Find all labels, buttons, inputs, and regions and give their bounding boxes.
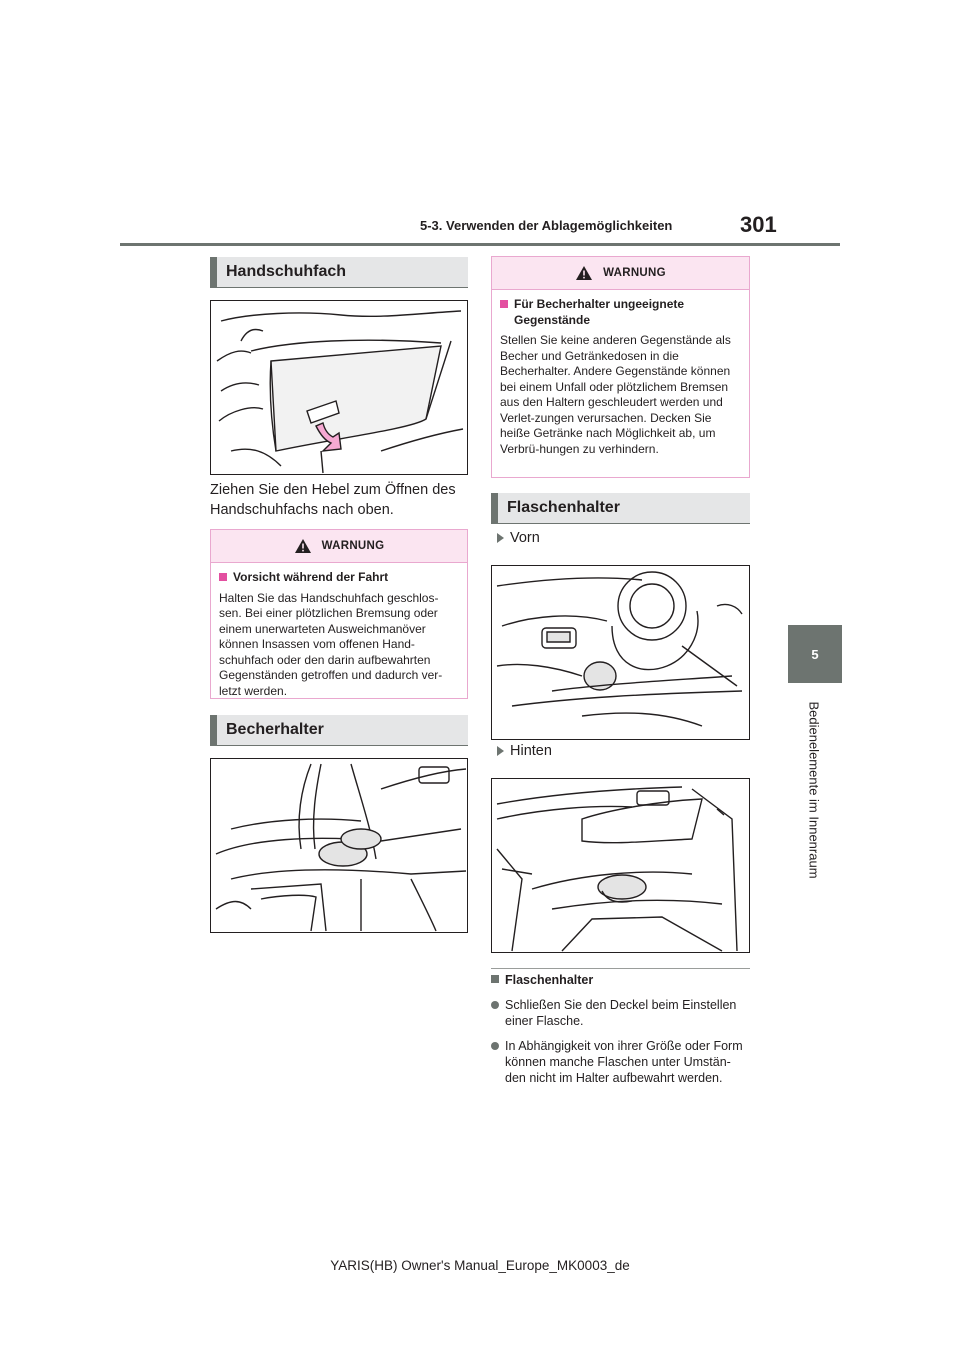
glovebox-heading: Handschuhfach [210,257,468,287]
chapter-side-label [805,700,823,880]
notes-title: Flaschenhalter [491,972,750,988]
glovebox-warning-box [210,529,468,699]
chapter-tab [788,625,842,683]
warning-title: Vorsicht während der Fahrt [219,570,459,586]
warning-icon [575,265,593,281]
glovebox-illustration [210,300,468,475]
front-bottle-holder-illustration [491,565,750,740]
bottle-holder-heading: Flaschenhalter [491,493,750,523]
footer-manual-id: YARIS(HB) Owner's Manual_Europe_MK0003_de [330,1258,630,1273]
heading-rule [210,287,468,288]
square-bullet-icon [500,300,508,308]
chapter-title: Bedienelemente im Innenraum [806,701,822,879]
square-bullet-icon [491,975,499,983]
glovebox-instruction: Ziehen Sie den Hebel zum Öffnen des Handschuhfachs nach oben. [210,482,456,518]
front-label: Vorn [497,530,540,546]
warning-header [492,257,749,290]
page-number: 301 [740,212,777,237]
header-rule [120,243,840,246]
arrow-icon [497,533,504,543]
warning-text: Stellen Sie keine anderen Gegenstände als Becher und Getränkedosen in die Becherhalter. Andere Gegenstände können bei einem Unfall oder plötzlichem Bremsen aus den Haltern geschleudert werden und Verlet-zungen verursachen. Decken Sie heiße Getränke nach Möglichkeit ab, um Verbrü-hungen zu verhindern. [500,333,731,456]
cupholder-illustration [210,758,468,933]
warning-header [211,530,467,563]
bullet-icon [491,1001,499,1009]
cupholder-warning-box [491,256,750,478]
section-title: 5-3. Verwenden der Ablagemöglichkeiten [420,218,673,233]
warning-text: Halten Sie das Handschuhfach geschlos-sen. Bei einer plötzlichen Bremsung oder einem unerwarteten Ausweichmanöver können Insassen vom offenen Hand-schuhfach oder den darin aufbewahrten Gegenständen getroffen und dadurch ver-letzt werden. [219,590,443,698]
notes-rule [491,968,750,969]
heading-rule [210,745,468,746]
warning-icon [294,538,312,554]
arrow-icon [497,746,504,756]
heading-rule [491,523,750,524]
bullet-icon [491,1042,499,1050]
warning-title: Für Becherhalter ungeeignete Gegenstände [500,297,741,328]
bottle-holder-notes [491,972,750,1086]
chapter-number: 5 [811,646,819,662]
rear-label: Hinten [497,743,552,759]
warning-label: WARNUNG [603,267,666,279]
note-item: Schließen Sie den Deckel beim Einstellen einer Flasche. [491,997,750,1029]
rear-bottle-holder-illustration [491,778,750,953]
cupholder-heading: Becherhalter [210,715,468,745]
note-item: In Abhängigkeit von ihrer Größe oder Form können manche Flaschen unter Umstän-den nicht im Halter aufbewahrt werden. [491,1038,750,1086]
square-bullet-icon [219,573,227,581]
warning-label: WARNUNG [321,540,385,552]
